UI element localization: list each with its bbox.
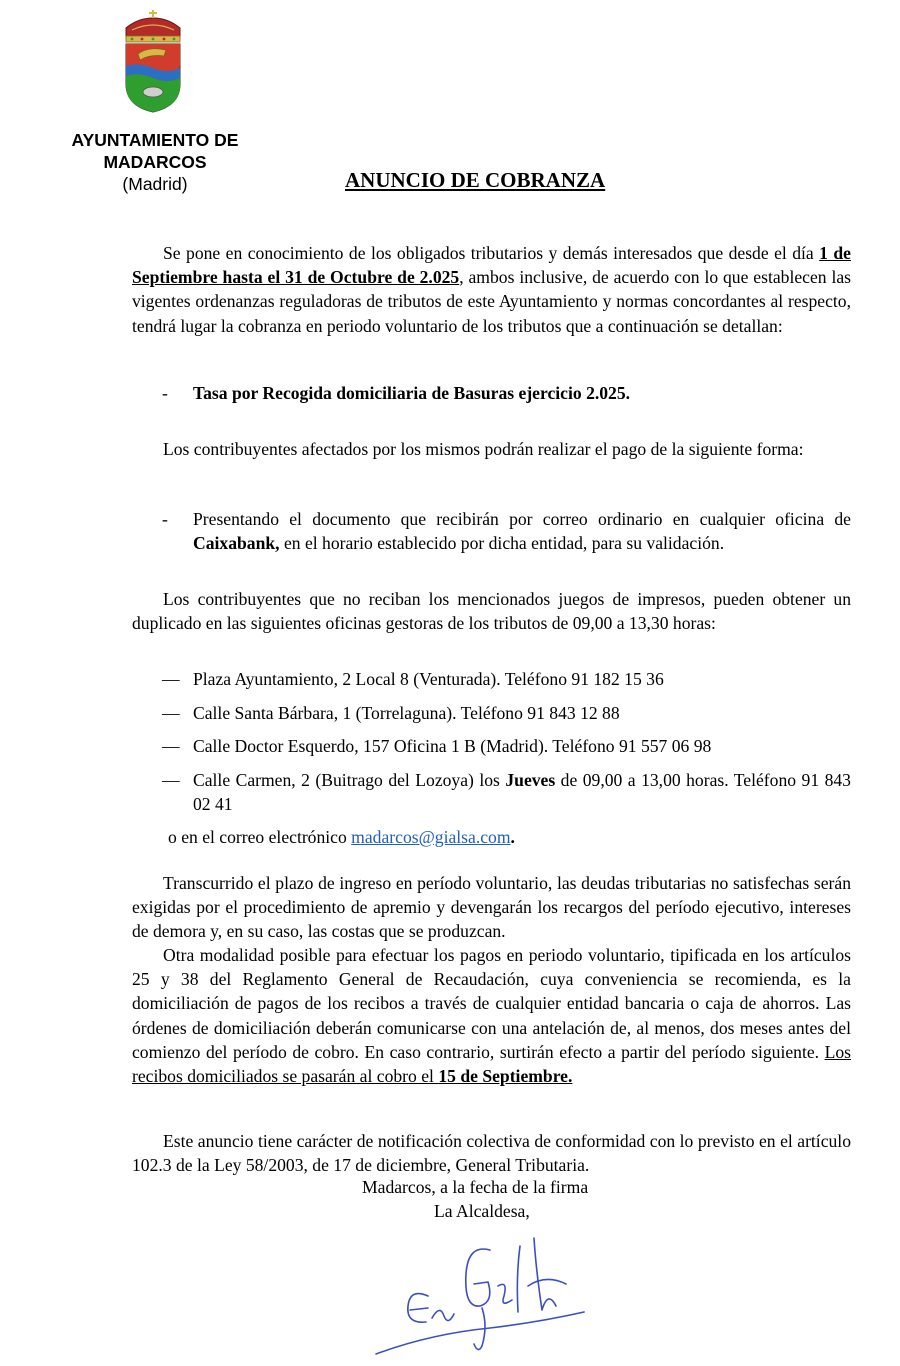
signature-role: La Alcaldesa, bbox=[434, 1201, 530, 1221]
apremio-paragraph: Transcurrido el plazo de ingreso en período voluntario, las deudas tributarias no satisfechas serán exigidas por el procedimiento de apremio y devengarán los recargos del período ejecutivo, intereses de demora y, en su caso, las costas que se produzcan. bbox=[132, 873, 851, 942]
org-line-1: AYUNTAMIENTO DE bbox=[71, 130, 239, 150]
page-title: ANUNCIO DE COBRANZA bbox=[345, 168, 606, 192]
email-prefix: o en el correo electrónico bbox=[168, 827, 352, 847]
office-item-torrelaguna: Calle Santa Bárbara, 1 (Torrelaguna). Teléfono 91 843 12 88 bbox=[193, 703, 620, 723]
intro-text-2: , ambos inclusive, de acuerdo con lo que establecen las vigentes ordenanzas reguladoras de tributos de este Ayuntamiento y normas concordantes al respecto, tendrá lugar la cobranza en periodo voluntario de los tributos que a continuación se detallan: bbox=[132, 267, 851, 336]
crown-icon bbox=[126, 10, 180, 42]
signature-place-date: Madarcos, a la fecha de la firma bbox=[362, 1177, 589, 1197]
org-line-3: (Madrid) bbox=[122, 174, 188, 194]
email-link[interactable]: madarcos@gialsa.com bbox=[351, 827, 511, 847]
tax-item: Tasa por Recogida domiciliaria de Basuras ejercicio 2.025. bbox=[193, 383, 631, 403]
payment-item-bullet: - bbox=[162, 509, 168, 529]
office-item-buitrago bbox=[193, 768, 851, 816]
offices-intro-paragraph: Los contribuyentes que no reciban los mencionados juegos de impresos, pueden obtener un duplicado en las siguientes oficinas gestoras de los tributos de 09,00 a 13,30 horas: bbox=[132, 589, 851, 634]
domiciliacion-note: Los recibos domiciliados se pasarán al cobro el bbox=[132, 1041, 851, 1087]
tax-item-bullet: - bbox=[162, 383, 168, 403]
office-dash: — bbox=[162, 736, 180, 756]
municipality-name bbox=[50, 129, 260, 195]
org-line-2: MADARCOS bbox=[103, 152, 207, 172]
office-4-day: Jueves bbox=[505, 770, 556, 790]
domiciliacion-paragraph bbox=[132, 943, 851, 1088]
payment-item bbox=[193, 507, 851, 555]
collection-dates: 1 de Septiembre hasta el 31 de Octubre de 2.025 bbox=[132, 243, 851, 288]
intro-text-1: Se pone en conocimiento de los obligados tributarios y demás interesados que desde el día bbox=[163, 243, 820, 263]
payment-text-2: en el horario establecido por dicha entidad, para su validación. bbox=[279, 533, 725, 554]
office-4-text-1: Calle Carmen, 2 (Buitrago del Lozoya) los bbox=[193, 770, 506, 790]
office-4-text-2: de 09,00 a 13,00 horas. Teléfono 91 843 02 41 bbox=[193, 770, 851, 815]
municipal-crest-icon bbox=[118, 6, 188, 114]
office-item-venturada: Plaza Ayuntamiento, 2 Local 8 (Venturada). Teléfono 91 182 15 36 bbox=[193, 669, 664, 689]
office-dash: — bbox=[162, 703, 180, 723]
intro-paragraph bbox=[132, 241, 851, 338]
payment-text-1: Presentando el documento que recibirán por correo ordinario en cualquier oficina de bbox=[193, 509, 851, 529]
email-line bbox=[168, 825, 851, 849]
office-dash: — bbox=[162, 669, 180, 689]
domiciliacion-text: Otra modalidad posible para efectuar los pagos en periodo voluntario, tipificada en los artículos 25 y 38 del Reglamento General de Recaudación, cuya conveniencia se recomienda, es la domiciliación de pagos de los recibos a través de cualquier entidad bancaria o caja de ahorros. Las órdenes de domiciliación deberán comunicarse con una antelación de, al menos, dos meses antes del comienzo del período de cobro. En caso contrario, surtirán efecto a partir del período siguiente. bbox=[132, 945, 851, 1062]
domiciliacion-date: 15 de Septiembre. bbox=[438, 1066, 573, 1087]
shield-icon bbox=[126, 44, 180, 112]
email-suffix: . bbox=[510, 827, 515, 847]
closing-paragraph: Este anuncio tiene carácter de notificación colectiva de conformidad con lo previsto en el artículo 102.3 de la Ley 58/2003, de 17 de diciembre, General Tributaria. bbox=[132, 1131, 851, 1176]
office-item-madrid: Calle Doctor Esquerdo, 157 Oficina 1 B (Madrid). Teléfono 91 557 06 98 bbox=[193, 736, 712, 756]
handwritten-signature bbox=[370, 1226, 590, 1358]
payment-intro-paragraph: Los contribuyentes afectados por los mismos podrán realizar el pago de la siguiente forma: bbox=[163, 439, 804, 459]
office-dash: — bbox=[162, 770, 180, 790]
bank-name: Caixabank, bbox=[193, 533, 280, 554]
